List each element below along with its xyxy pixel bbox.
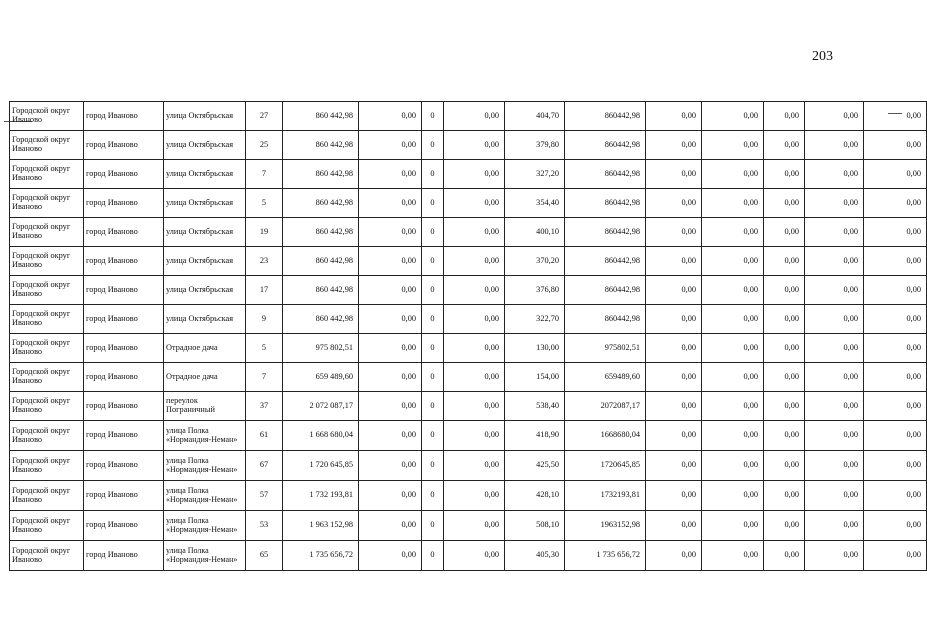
value-cell: 0,00 xyxy=(864,160,927,189)
value-cell: 0,00 xyxy=(646,363,702,392)
value-cell: 0,00 xyxy=(805,363,864,392)
value-cell: 0,00 xyxy=(444,334,505,363)
total-cost-cell: 860 442,98 xyxy=(283,218,359,247)
value-cell: 0,00 xyxy=(359,247,422,276)
street-cell: улица Октябрьская xyxy=(164,305,246,334)
municipality-cell: Городской округ Иваново xyxy=(10,102,84,131)
value-cell: 0,00 xyxy=(805,218,864,247)
area-cell: 354,40 xyxy=(505,189,565,218)
cost-cell: 975802,51 xyxy=(565,334,646,363)
house-number-cell: 61 xyxy=(246,421,283,451)
house-number-cell: 25 xyxy=(246,131,283,160)
value-cell: 0,00 xyxy=(764,276,805,305)
value-cell: 0,00 xyxy=(764,392,805,421)
value-cell: 0,00 xyxy=(764,247,805,276)
value-cell: 0,00 xyxy=(444,363,505,392)
house-number-cell: 37 xyxy=(246,392,283,421)
value-cell: 0,00 xyxy=(444,218,505,247)
total-cost-cell: 1 963 152,98 xyxy=(283,511,359,541)
value-cell: 0,00 xyxy=(702,189,764,218)
house-number-cell: 27 xyxy=(246,102,283,131)
value-cell: 0,00 xyxy=(359,541,422,571)
value-cell: 0,00 xyxy=(359,102,422,131)
value-cell: 0,00 xyxy=(764,363,805,392)
value-cell: 0,00 xyxy=(702,481,764,511)
total-cost-cell: 2 072 087,17 xyxy=(283,392,359,421)
value-cell: 0,00 xyxy=(646,541,702,571)
value-cell: 0,00 xyxy=(805,305,864,334)
value-cell: 0,00 xyxy=(764,218,805,247)
value-cell: 0,00 xyxy=(864,218,927,247)
table-row xyxy=(10,481,927,511)
settlement-cell: город Иваново xyxy=(84,160,164,189)
house-number-cell: 5 xyxy=(246,334,283,363)
table-row xyxy=(10,541,927,571)
value-cell: 0,00 xyxy=(702,160,764,189)
municipality-cell: Городской округ Иваново xyxy=(10,481,84,511)
cost-cell: 1732193,81 xyxy=(565,481,646,511)
street-cell: улица Полка «Нормандия-Неман» xyxy=(164,481,246,511)
settlement-cell: город Иваново xyxy=(84,451,164,481)
area-cell: 130,00 xyxy=(505,334,565,363)
value-cell: 0,00 xyxy=(359,421,422,451)
street-cell: улица Октябрьская xyxy=(164,131,246,160)
value-cell: 0,00 xyxy=(764,102,805,131)
value-cell: 0,00 xyxy=(864,189,927,218)
table-row xyxy=(10,305,927,334)
value-cell: 0,00 xyxy=(805,276,864,305)
cost-cell: 1 735 656,72 xyxy=(565,541,646,571)
count-cell: 0 xyxy=(422,276,444,305)
value-cell: 0,00 xyxy=(444,541,505,571)
value-cell: 0,00 xyxy=(646,218,702,247)
value-cell: 0,00 xyxy=(359,334,422,363)
total-cost-cell: 860 442,98 xyxy=(283,247,359,276)
settlement-cell: город Иваново xyxy=(84,189,164,218)
table-row xyxy=(10,392,927,421)
value-cell: 0,00 xyxy=(864,102,927,131)
value-cell: 0,00 xyxy=(444,511,505,541)
total-cost-cell: 860 442,98 xyxy=(283,276,359,305)
value-cell: 0,00 xyxy=(805,247,864,276)
value-cell: 0,00 xyxy=(764,189,805,218)
cost-cell: 860442,98 xyxy=(565,305,646,334)
area-cell: 376,80 xyxy=(505,276,565,305)
value-cell: 0,00 xyxy=(444,102,505,131)
street-cell: переулок Пограничный xyxy=(164,392,246,421)
value-cell: 0,00 xyxy=(864,421,927,451)
value-cell: 0,00 xyxy=(702,511,764,541)
value-cell: 0,00 xyxy=(864,481,927,511)
area-cell: 370,20 xyxy=(505,247,565,276)
area-cell: 428,10 xyxy=(505,481,565,511)
total-cost-cell: 860 442,98 xyxy=(283,189,359,218)
data-table xyxy=(9,101,927,571)
value-cell: 0,00 xyxy=(805,334,864,363)
municipality-cell: Городской округ Иваново xyxy=(10,276,84,305)
value-cell: 0,00 xyxy=(764,541,805,571)
table-row xyxy=(10,160,927,189)
house-number-cell: 17 xyxy=(246,276,283,305)
count-cell: 0 xyxy=(422,189,444,218)
value-cell: 0,00 xyxy=(864,451,927,481)
value-cell: 0,00 xyxy=(646,481,702,511)
municipality-cell: Городской округ Иваново xyxy=(10,189,84,218)
table-row xyxy=(10,421,927,451)
value-cell: 0,00 xyxy=(444,247,505,276)
value-cell: 0,00 xyxy=(646,189,702,218)
area-cell: 425,50 xyxy=(505,451,565,481)
count-cell: 0 xyxy=(422,392,444,421)
house-number-cell: 53 xyxy=(246,511,283,541)
value-cell: 0,00 xyxy=(702,276,764,305)
value-cell: 0,00 xyxy=(646,421,702,451)
cost-cell: 860442,98 xyxy=(565,102,646,131)
count-cell: 0 xyxy=(422,247,444,276)
municipality-cell: Городской округ Иваново xyxy=(10,541,84,571)
value-cell: 0,00 xyxy=(702,421,764,451)
settlement-cell: город Иваново xyxy=(84,421,164,451)
table-row xyxy=(10,189,927,218)
value-cell: 0,00 xyxy=(444,421,505,451)
municipality-cell: Городской округ Иваново xyxy=(10,218,84,247)
cost-cell: 860442,98 xyxy=(565,189,646,218)
municipality-cell: Городской округ Иваново xyxy=(10,160,84,189)
value-cell: 0,00 xyxy=(702,334,764,363)
value-cell: 0,00 xyxy=(444,189,505,218)
value-cell: 0,00 xyxy=(702,218,764,247)
area-cell: 154,00 xyxy=(505,363,565,392)
value-cell: 0,00 xyxy=(359,160,422,189)
total-cost-cell: 1 735 656,72 xyxy=(283,541,359,571)
count-cell: 0 xyxy=(422,511,444,541)
total-cost-cell: 860 442,98 xyxy=(283,102,359,131)
settlement-cell: город Иваново xyxy=(84,102,164,131)
value-cell: 0,00 xyxy=(805,189,864,218)
value-cell: 0,00 xyxy=(764,131,805,160)
value-cell: 0,00 xyxy=(864,276,927,305)
value-cell: 0,00 xyxy=(646,276,702,305)
house-number-cell: 65 xyxy=(246,541,283,571)
value-cell: 0,00 xyxy=(864,511,927,541)
count-cell: 0 xyxy=(422,334,444,363)
value-cell: 0,00 xyxy=(646,511,702,541)
value-cell: 0,00 xyxy=(444,160,505,189)
count-cell: 0 xyxy=(422,102,444,131)
value-cell: 0,00 xyxy=(359,218,422,247)
table-row xyxy=(10,247,927,276)
value-cell: 0,00 xyxy=(805,481,864,511)
area-cell: 379,80 xyxy=(505,131,565,160)
area-cell: 508,10 xyxy=(505,511,565,541)
value-cell: 0,00 xyxy=(646,102,702,131)
value-cell: 0,00 xyxy=(702,102,764,131)
value-cell: 0,00 xyxy=(646,334,702,363)
area-cell: 404,70 xyxy=(505,102,565,131)
municipality-cell: Городской округ Иваново xyxy=(10,334,84,363)
count-cell: 0 xyxy=(422,481,444,511)
value-cell: 0,00 xyxy=(805,541,864,571)
street-cell: улица Октябрьская xyxy=(164,218,246,247)
settlement-cell: город Иваново xyxy=(84,541,164,571)
value-cell: 0,00 xyxy=(646,131,702,160)
cost-cell: 1720645,85 xyxy=(565,451,646,481)
total-cost-cell: 860 442,98 xyxy=(283,305,359,334)
value-cell: 0,00 xyxy=(805,131,864,160)
municipality-cell: Городской округ Иваново xyxy=(10,421,84,451)
value-cell: 0,00 xyxy=(764,305,805,334)
area-cell: 405,30 xyxy=(505,541,565,571)
value-cell: 0,00 xyxy=(359,131,422,160)
table-row xyxy=(10,334,927,363)
value-cell: 0,00 xyxy=(864,541,927,571)
value-cell: 0,00 xyxy=(764,334,805,363)
value-cell: 0,00 xyxy=(805,392,864,421)
settlement-cell: город Иваново xyxy=(84,247,164,276)
page-number: 203 xyxy=(812,49,833,64)
area-cell: 400,10 xyxy=(505,218,565,247)
value-cell: 0,00 xyxy=(764,481,805,511)
house-number-cell: 5 xyxy=(246,189,283,218)
total-cost-cell: 1 732 193,81 xyxy=(283,481,359,511)
value-cell: 0,00 xyxy=(764,451,805,481)
house-number-cell: 67 xyxy=(246,451,283,481)
settlement-cell: город Иваново xyxy=(84,392,164,421)
house-number-cell: 7 xyxy=(246,363,283,392)
street-cell: улица Полка «Нормандия-Неман» xyxy=(164,511,246,541)
house-number-cell: 23 xyxy=(246,247,283,276)
settlement-cell: город Иваново xyxy=(84,363,164,392)
street-cell: улица Октябрьская xyxy=(164,276,246,305)
value-cell: 0,00 xyxy=(646,160,702,189)
value-cell: 0,00 xyxy=(805,160,864,189)
cost-cell: 860442,98 xyxy=(565,131,646,160)
cost-cell: 659489,60 xyxy=(565,363,646,392)
table-row xyxy=(10,451,927,481)
value-cell: 0,00 xyxy=(444,481,505,511)
value-cell: 0,00 xyxy=(764,421,805,451)
cost-cell: 1963152,98 xyxy=(565,511,646,541)
cost-cell: 860442,98 xyxy=(565,276,646,305)
total-cost-cell: 1 720 645,85 xyxy=(283,451,359,481)
value-cell: 0,00 xyxy=(805,451,864,481)
value-cell: 0,00 xyxy=(646,451,702,481)
count-cell: 0 xyxy=(422,451,444,481)
settlement-cell: город Иваново xyxy=(84,131,164,160)
total-cost-cell: 1 668 680,04 xyxy=(283,421,359,451)
value-cell: 0,00 xyxy=(702,305,764,334)
value-cell: 0,00 xyxy=(444,392,505,421)
area-cell: 538,40 xyxy=(505,392,565,421)
municipality-cell: Городской округ Иваново xyxy=(10,247,84,276)
cost-cell: 860442,98 xyxy=(565,160,646,189)
house-number-cell: 57 xyxy=(246,481,283,511)
count-cell: 0 xyxy=(422,363,444,392)
value-cell: 0,00 xyxy=(359,392,422,421)
value-cell: 0,00 xyxy=(805,511,864,541)
count-cell: 0 xyxy=(422,218,444,247)
table-row xyxy=(10,511,927,541)
street-cell: улица Полка «Нормандия-Неман» xyxy=(164,541,246,571)
table-row xyxy=(10,131,927,160)
count-cell: 0 xyxy=(422,131,444,160)
value-cell: 0,00 xyxy=(702,541,764,571)
value-cell: 0,00 xyxy=(805,102,864,131)
street-cell: улица Полка «Нормандия-Неман» xyxy=(164,421,246,451)
table-row xyxy=(10,363,927,392)
municipality-cell: Городской округ Иваново xyxy=(10,363,84,392)
cost-cell: 860442,98 xyxy=(565,218,646,247)
value-cell: 0,00 xyxy=(864,247,927,276)
value-cell: 0,00 xyxy=(764,511,805,541)
street-cell: улица Октябрьская xyxy=(164,160,246,189)
street-cell: улица Октябрьская xyxy=(164,189,246,218)
cost-cell: 2072087,17 xyxy=(565,392,646,421)
settlement-cell: город Иваново xyxy=(84,218,164,247)
settlement-cell: город Иваново xyxy=(84,511,164,541)
value-cell: 0,00 xyxy=(764,160,805,189)
municipality-cell: Городской округ Иваново xyxy=(10,451,84,481)
value-cell: 0,00 xyxy=(702,247,764,276)
count-cell: 0 xyxy=(422,421,444,451)
cost-cell: 860442,98 xyxy=(565,247,646,276)
value-cell: 0,00 xyxy=(864,305,927,334)
settlement-cell: город Иваново xyxy=(84,481,164,511)
value-cell: 0,00 xyxy=(444,131,505,160)
municipality-cell: Городской округ Иваново xyxy=(10,305,84,334)
house-number-cell: 9 xyxy=(246,305,283,334)
table-row xyxy=(10,276,927,305)
settlement-cell: город Иваново xyxy=(84,305,164,334)
table-row xyxy=(10,218,927,247)
value-cell: 0,00 xyxy=(702,451,764,481)
total-cost-cell: 860 442,98 xyxy=(283,131,359,160)
value-cell: 0,00 xyxy=(444,451,505,481)
street-cell: улица Октябрьская xyxy=(164,102,246,131)
street-cell: улица Октябрьская xyxy=(164,247,246,276)
total-cost-cell: 659 489,60 xyxy=(283,363,359,392)
value-cell: 0,00 xyxy=(864,363,927,392)
house-number-cell: 19 xyxy=(246,218,283,247)
area-cell: 418,90 xyxy=(505,421,565,451)
municipality-cell: Городской округ Иваново xyxy=(10,511,84,541)
value-cell: 0,00 xyxy=(702,363,764,392)
value-cell: 0,00 xyxy=(702,131,764,160)
settlement-cell: город Иваново xyxy=(84,334,164,363)
value-cell: 0,00 xyxy=(359,305,422,334)
value-cell: 0,00 xyxy=(864,392,927,421)
street-cell: улица Полка «Нормандия-Неман» xyxy=(164,451,246,481)
street-cell: Отрадное дача xyxy=(164,334,246,363)
value-cell: 0,00 xyxy=(702,392,764,421)
value-cell: 0,00 xyxy=(864,334,927,363)
total-cost-cell: 860 442,98 xyxy=(283,160,359,189)
settlement-cell: город Иваново xyxy=(84,276,164,305)
count-cell: 0 xyxy=(422,305,444,334)
value-cell: 0,00 xyxy=(359,276,422,305)
value-cell: 0,00 xyxy=(359,481,422,511)
cost-cell: 1668680,04 xyxy=(565,421,646,451)
value-cell: 0,00 xyxy=(864,131,927,160)
municipality-cell: Городской округ Иваново xyxy=(10,392,84,421)
value-cell: 0,00 xyxy=(359,363,422,392)
value-cell: 0,00 xyxy=(646,247,702,276)
street-cell: Отрадное дача xyxy=(164,363,246,392)
value-cell: 0,00 xyxy=(805,421,864,451)
value-cell: 0,00 xyxy=(359,451,422,481)
value-cell: 0,00 xyxy=(444,276,505,305)
house-number-cell: 7 xyxy=(246,160,283,189)
value-cell: 0,00 xyxy=(359,511,422,541)
value-cell: 0,00 xyxy=(646,305,702,334)
value-cell: 0,00 xyxy=(444,305,505,334)
total-cost-cell: 975 802,51 xyxy=(283,334,359,363)
area-cell: 327,20 xyxy=(505,160,565,189)
value-cell: 0,00 xyxy=(359,189,422,218)
municipality-cell: Городской округ Иваново xyxy=(10,131,84,160)
area-cell: 322,70 xyxy=(505,305,565,334)
table-body xyxy=(10,102,927,571)
count-cell: 0 xyxy=(422,160,444,189)
table-row xyxy=(10,102,927,131)
value-cell: 0,00 xyxy=(646,392,702,421)
count-cell: 0 xyxy=(422,541,444,571)
